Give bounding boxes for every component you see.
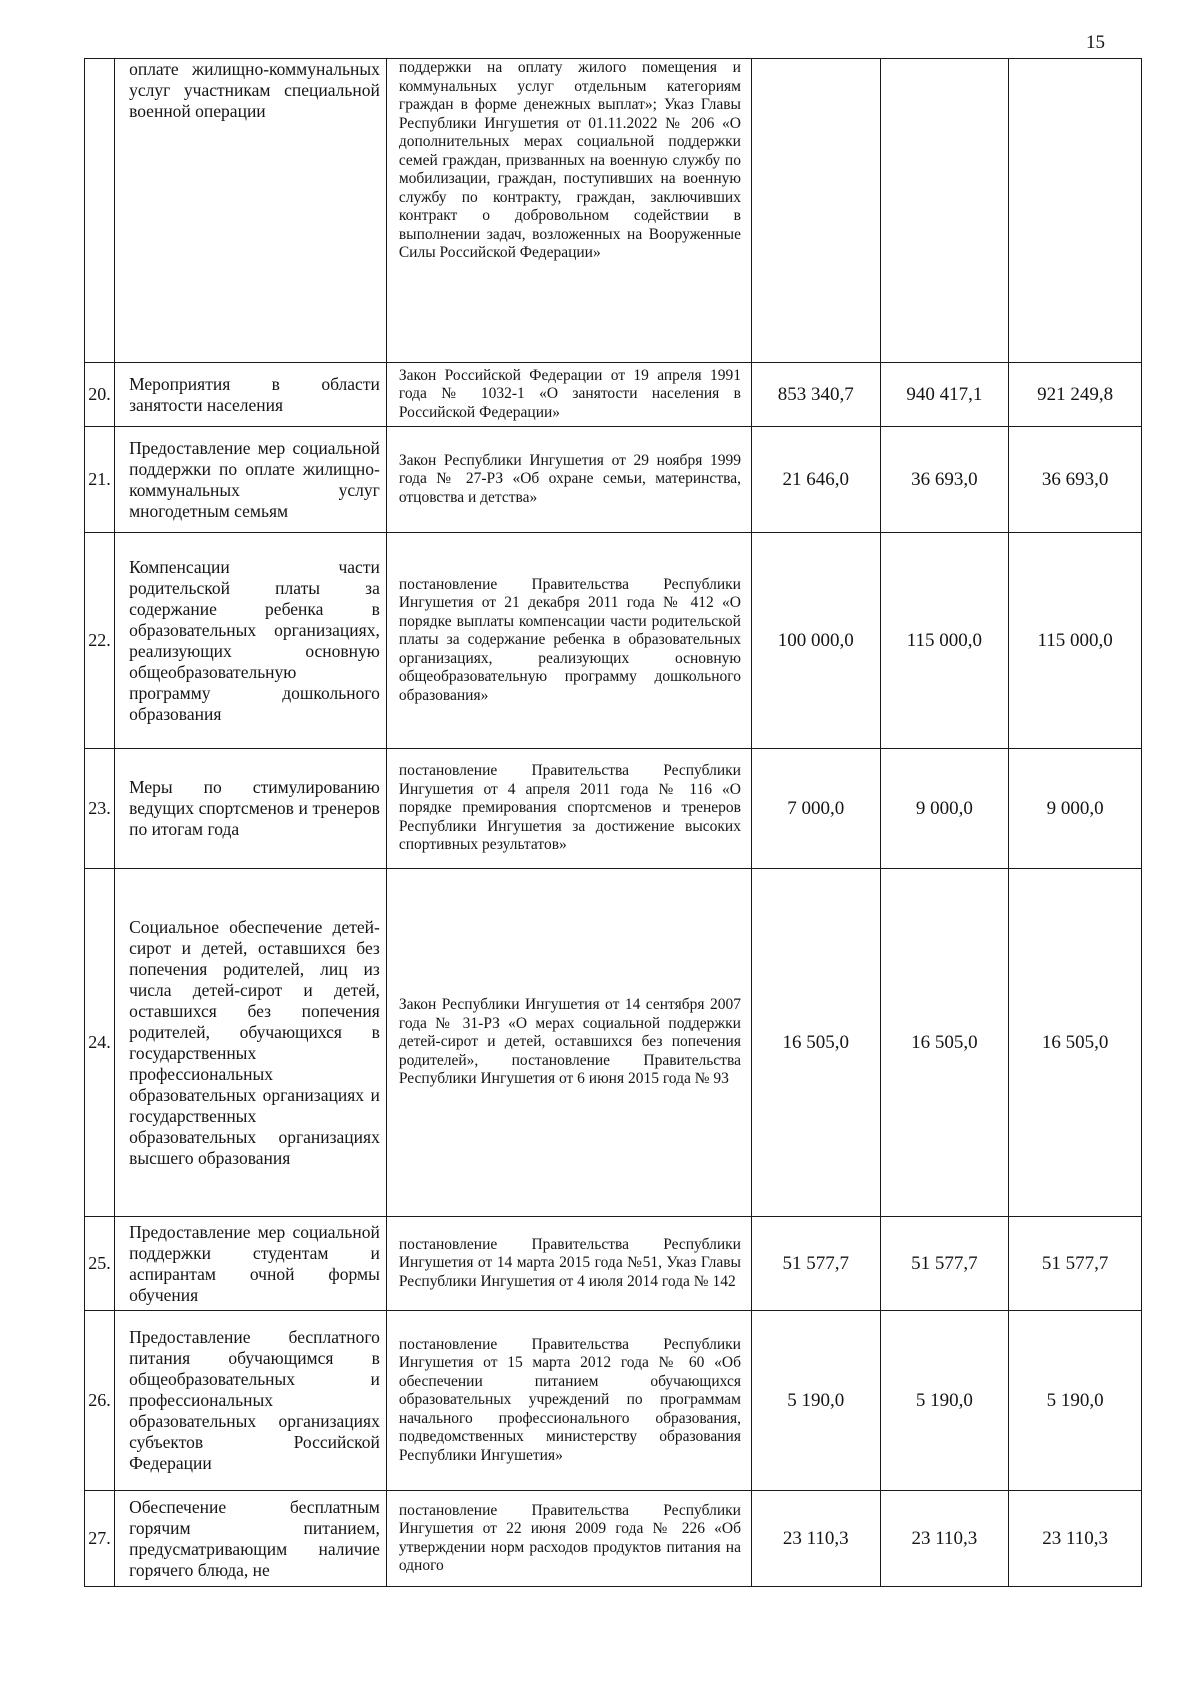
value-year-2: 51 577,7 — [880, 1217, 1009, 1311]
measure-name: Мероприятия в области занятости населения — [115, 363, 387, 427]
value-year-3 — [1009, 59, 1142, 363]
measure-name: оплате жилищно-коммунальных услуг участникам специальной военной операции — [115, 59, 387, 363]
legal-basis: Закон Республики Ингушетия от 14 сентября 2007 года № 31-РЗ «О мерах социальной поддержки детей-сирот и детей, оставшихся без попечения родителей», постановление Правительства Республики Ингушетия от 6 июня 2015 года № 93 — [386, 869, 751, 1217]
legal-basis: поддержки на оплату жилого помещения и коммунальных услуг отдельным категориям граждан в форме денежных выплат»; Указ Главы Республики Ингушетия от 01.11.2022 № 206 «О дополнительных мерах социальной поддержки семей граждан, призванных на военную службу по мобилизации, граждан, поступивших на военную службу по контракту, граждан, заключивших контракт о добровольном содействии в выполнении задач, возложенных на Вооруженные Силы Российской Федерации» — [386, 59, 751, 363]
measure-name: Обеспечение бесплатным горячим питанием, предусматривающим наличие горячего блюда, не — [115, 1491, 387, 1587]
row-number — [85, 59, 115, 363]
legal-basis: постановление Правительства Республики Ингушетия от 22 июня 2009 года № 226 «Об утверждении норм расходов продуктов питания на одного — [386, 1491, 751, 1587]
value-year-1 — [751, 59, 880, 363]
value-year-3: 36 693,0 — [1009, 427, 1142, 533]
legal-basis: постановление Правительства Республики Ингушетия от 15 марта 2012 года № 60 «Об обеспечении питанием обучающихся образовательных учреждений по программам начального профессионального образования, подведомственных министерству образования Республики Ингушетия» — [386, 1311, 751, 1491]
value-year-2: 36 693,0 — [880, 427, 1009, 533]
value-year-2: 9 000,0 — [880, 749, 1009, 869]
value-year-1: 5 190,0 — [751, 1311, 880, 1491]
table-row — [85, 59, 1142, 363]
value-year-3: 5 190,0 — [1009, 1311, 1142, 1491]
measure-name: Меры по стимулированию ведущих спортсменов и тренеров по итогам года — [115, 749, 387, 869]
value-year-1: 51 577,7 — [751, 1217, 880, 1311]
row-number: 24. — [85, 869, 115, 1217]
value-year-1: 21 646,0 — [751, 427, 880, 533]
value-year-2: 940 417,1 — [880, 363, 1009, 427]
value-year-3: 9 000,0 — [1009, 749, 1142, 869]
measure-name: Предоставление мер социальной поддержки студентам и аспирантам очной формы обучения — [115, 1217, 387, 1311]
table-row — [85, 1217, 1142, 1311]
legal-basis: Закон Российской Федерации от 19 апреля 1991 года № 1032-1 «О занятости населения в Российской Федерации» — [386, 363, 751, 427]
value-year-3: 23 110,3 — [1009, 1491, 1142, 1587]
value-year-3: 921 249,8 — [1009, 363, 1142, 427]
value-year-1: 23 110,3 — [751, 1491, 880, 1587]
row-number: 20. — [85, 363, 115, 427]
value-year-2: 23 110,3 — [880, 1491, 1009, 1587]
measure-name: Компенсации части родительской платы за содержание ребенка в образовательных организациях, реализующих основную общеобразовательную программу дошкольного образования — [115, 533, 387, 749]
table-row — [85, 533, 1142, 749]
value-year-1: 16 505,0 — [751, 869, 880, 1217]
table-row — [85, 1311, 1142, 1491]
budget-table — [84, 58, 1142, 1587]
legal-basis: постановление Правительства Республики Ингушетия от 21 декабря 2011 года № 412 «О порядке выплаты компенсации части родительской платы за содержание ребенка в образовательных организациях, реализующих основную общеобразовательную программу дошкольного образования» — [386, 533, 751, 749]
row-number: 22. — [85, 533, 115, 749]
row-number: 26. — [85, 1311, 115, 1491]
row-number: 27. — [85, 1491, 115, 1587]
measure-name: Социальное обеспечение детей-сирот и детей, оставшихся без попечения родителей, лиц из числа детей-сирот и детей, оставшихся без попечения родителей, обучающихся в государственных профессиональных образовательных организациях и государственных образовательных организациях высшего образования — [115, 869, 387, 1217]
value-year-2 — [880, 59, 1009, 363]
value-year-3: 51 577,7 — [1009, 1217, 1142, 1311]
value-year-2: 5 190,0 — [880, 1311, 1009, 1491]
row-number: 21. — [85, 427, 115, 533]
table-row — [85, 749, 1142, 869]
value-year-1: 853 340,7 — [751, 363, 880, 427]
value-year-1: 100 000,0 — [751, 533, 880, 749]
legal-basis: постановление Правительства Республики Ингушетия от 4 апреля 2011 года № 116 «О порядке премирования спортсменов и тренеров Республики Ингушетия за достижение высоких спортивных результатов» — [386, 749, 751, 869]
value-year-3: 115 000,0 — [1009, 533, 1142, 749]
measure-name: Предоставление бесплатного питания обучающимся в общеобразовательных и профессиональных образовательных организациях субъектов Российской Федерации — [115, 1311, 387, 1491]
page-number: 15 — [1086, 32, 1105, 53]
value-year-2: 16 505,0 — [880, 869, 1009, 1217]
table-row — [85, 1491, 1142, 1587]
row-number: 23. — [85, 749, 115, 869]
legal-basis: Закон Республики Ингушетия от 29 ноября 1999 года № 27-РЗ «Об охране семьи, материнства, отцовства и детства» — [386, 427, 751, 533]
measure-name: Предоставление мер социальной поддержки по оплате жилищно-коммунальных услуг многодетным семьям — [115, 427, 387, 533]
table-row — [85, 869, 1142, 1217]
value-year-2: 115 000,0 — [880, 533, 1009, 749]
value-year-1: 7 000,0 — [751, 749, 880, 869]
legal-basis: постановление Правительства Республики Ингушетия от 14 марта 2015 года №51, Указ Главы Республики Ингушетия от 4 июля 2014 года № 142 — [386, 1217, 751, 1311]
row-number: 25. — [85, 1217, 115, 1311]
table-row — [85, 427, 1142, 533]
table-row — [85, 363, 1142, 427]
value-year-3: 16 505,0 — [1009, 869, 1142, 1217]
